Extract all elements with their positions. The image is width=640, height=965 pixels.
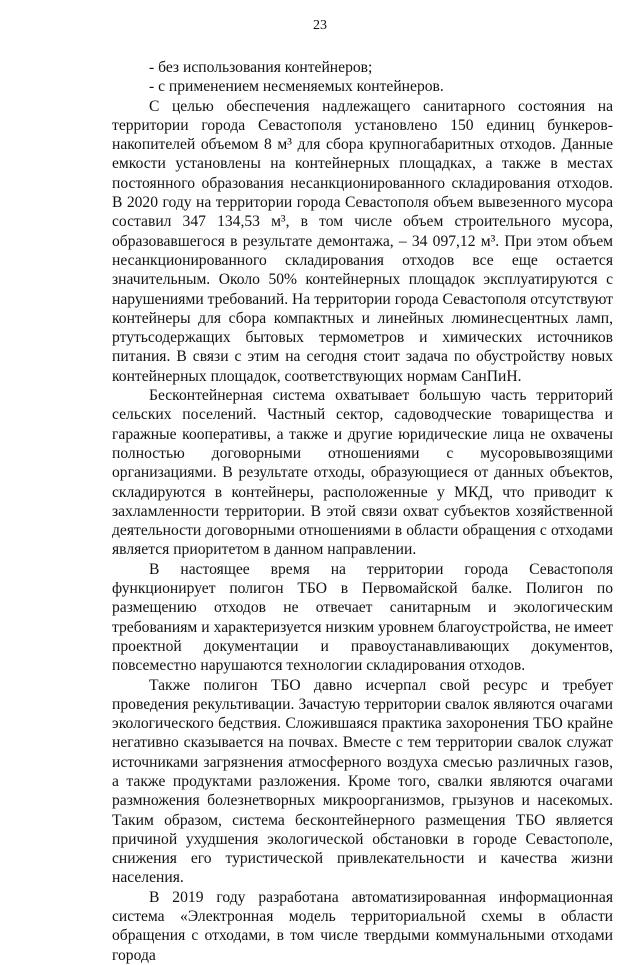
page-number: 23	[313, 18, 327, 33]
paragraph-bunker-storage: С целью обеспечения надлежащего санитарного состояния на территории города Севастополя установлено 150 единиц бункеров-накопителей объемом 8 м³ для сбора крупногабаритных отходов. Данные емкости установлены на контейнерных площадках, а также в местах постоянного образования несанкционированного складирования отходов. В 2020 году на территории города Севастополя объем вывезенного мусора составил 347 134,53 м³, в том числе объем строительного мусора, образовавшегося в результате демонтажа, – 34 097,12 м³. При этом объем несанкционированного складирования отходов все еще остается значительным. Около 50% контейнерных площадок эксплуатируются с нарушениями требований. На территории города Севастополя отсутствуют контейнеры для сбора компактных и линейных люминесцентных ламп, ртутьсодержащих бытовых термометров и химических источников питания. В связи с этим на сегодня стоит задача по обустройству новых контейнерных площадок, соответствующих нормам СанПиН.	[112, 97, 613, 385]
paragraph-landfill-status: В настоящее время на территории города Севастополя функционирует полигон ТБО в Первомайской балке. Полигон по размещению отходов не отвечает санитарным и экологическим требованиям и характеризуется низким уровнем благоустройства, не имеет проектной документации и правоустанавливающих документов, повсеместно нарушаются технологии складирования отходов.	[112, 560, 613, 675]
document-body	[112, 58, 613, 965]
list-item-fixed-containers: - с применением несменяемых контейнеров.	[149, 78, 444, 96]
paragraph-landfill-recultivation: Также полигон ТБО давно исчерпал свой ресурс и требует проведения рекультивации. Зачастую территории свалок являются очагами экологического бедствия. Сложившаяся практика захоронения ТБО крайне негативно сказывается на почвах. Вместе с тем территории свалок служат источниками загрязнения атмосферного воздуха смесью различных газов, а также продуктами разложения. Кроме того, свалки являются очагами размножения болезнетворных микроорганизмов, грызунов и насекомых. Таким образом, система бесконтейнерного размещения ТБО является причиной ухудшения экологической обстановки в городе Севастополе, снижения его туристической привлекательности и качества жизни населения.	[112, 676, 613, 887]
paragraph-containerless-system: Бесконтейнерная система охватывает большую часть территорий сельских поселений. Частный сектор, садоводческие товарищества и гаражные кооперативы, а также и другие юридические лица не охвачены полностью договорными отношениями с мусоровывозящими организациями. В результате отходы, образующиеся от данных объектов, складируются в контейнеры, расположенные у МКД, что приводит к захламленности территории. В этой связи охват субъектов хозяйственной деятельности договорными отношениями в области обращения с отходами является приоритетом в данном направлении.	[112, 387, 613, 559]
list-item-no-containers: - без использования контейнеров;	[149, 59, 373, 76]
paragraph-information-system: В 2019 году разработана автоматизированная информационная система «Электронная модель территориальной схемы в области обращения с отходами, в том числе твердыми коммунальными отходами города	[112, 888, 613, 964]
